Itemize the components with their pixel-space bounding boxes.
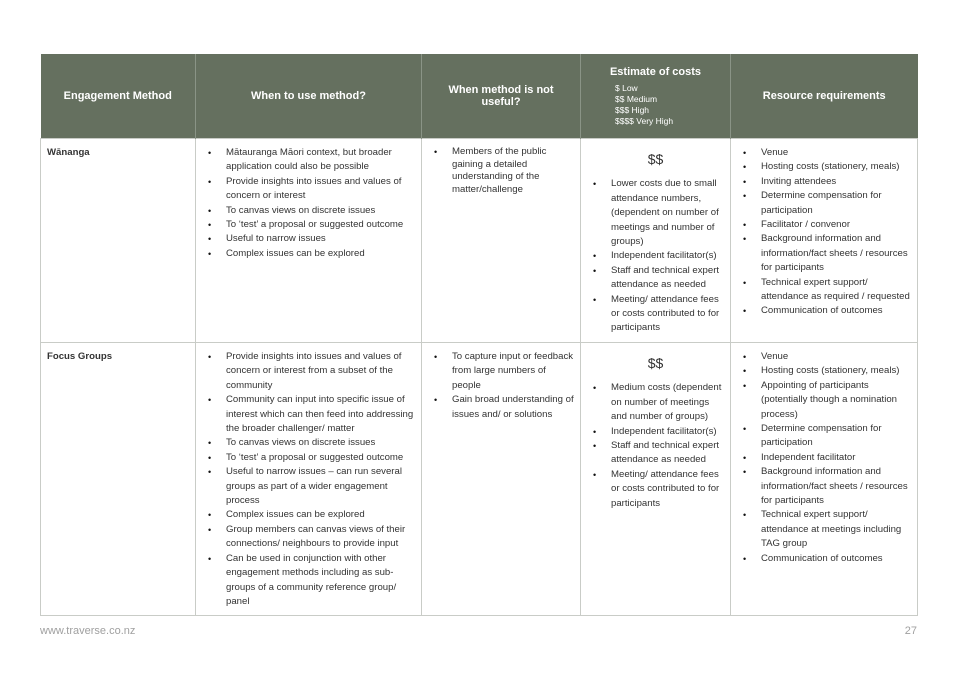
header-resource-requirements: Resource requirements xyxy=(731,54,918,139)
footer-website: www.traverse.co.nz xyxy=(40,625,136,637)
header-engagement-method: Engagement Method xyxy=(41,54,196,139)
header-when-not-useful: When method is not useful? xyxy=(422,54,581,139)
list-item: • Technical expert support/ attendance as required / requested xyxy=(737,276,911,305)
list-item: • Facilitator / convenor xyxy=(737,218,911,232)
resource-requirements-cell xyxy=(731,343,918,616)
list-item: • Staff and technical expert attendance as needed xyxy=(587,264,724,293)
list-item: • To ‘test’ a proposal or suggested outcome xyxy=(202,218,415,232)
list-item: • Venue xyxy=(737,350,911,364)
estimate-of-costs-cell xyxy=(581,139,731,343)
table-header-row xyxy=(41,54,918,139)
list-item: • To ‘test’ a proposal or suggested outcome xyxy=(202,451,415,465)
list-item: • Independent facilitator(s) xyxy=(587,249,724,263)
list-item: • To canvas views on discrete issues xyxy=(202,436,415,450)
table-row xyxy=(41,343,918,616)
when-not-useful-cell xyxy=(422,343,581,616)
list-item: • Complex issues can be explored xyxy=(202,508,415,522)
list-item: • Communication of outcomes xyxy=(737,552,911,566)
list-item: • Technical expert support/ attendance at meetings including TAG group xyxy=(737,508,911,551)
list-item: • Independent facilitator xyxy=(737,451,911,465)
when-not-useful-cell xyxy=(422,139,581,343)
list-item: • Independent facilitator(s) xyxy=(587,425,724,439)
list-item: • Venue xyxy=(737,146,911,160)
list-item: • Medium costs (dependent on number of meetings and number of groups) xyxy=(587,381,724,424)
list-item: • Appointing of participants (potentially though a nomination process) xyxy=(737,379,911,422)
when-to-use-cell xyxy=(196,343,422,616)
list-item: • Provide insights into issues and values of concern or interest from a subset of the community xyxy=(202,350,415,393)
page-number: 27 xyxy=(904,625,917,637)
header-estimate-of-costs xyxy=(581,54,731,139)
list-item: • Background information and information/fact sheets / resources for participants xyxy=(737,465,911,508)
when-to-use-cell xyxy=(196,139,422,343)
list-item: • To canvas views on discrete issues xyxy=(202,204,415,218)
cost-legend-item: $$$ High xyxy=(615,104,650,115)
engagement-methods-table xyxy=(40,54,918,616)
list-item: • Staff and technical expert attendance as needed xyxy=(587,439,724,468)
list-item: • Communication of outcomes xyxy=(737,304,911,318)
cost-header-title: Estimate of costs xyxy=(609,65,702,78)
cost-legend xyxy=(587,83,724,127)
method-name: Wānanga xyxy=(41,139,196,343)
list-item: • Gain broad understanding of issues and/ or solutions xyxy=(428,393,574,422)
estimate-of-costs-cell xyxy=(581,343,731,616)
list-item: • Hosting costs (stationery, meals) xyxy=(737,364,911,378)
table-row xyxy=(41,139,918,343)
cost-symbol: $$ xyxy=(647,355,664,371)
cost-legend-item: $ Low xyxy=(615,82,638,93)
resource-requirements-cell xyxy=(731,139,918,343)
list-item: • To capture input or feedback from large numbers of people xyxy=(428,350,574,393)
list-item: • Inviting attendees xyxy=(737,175,911,189)
cost-legend-item: $$$$ Very High xyxy=(615,115,674,126)
list-item: • Useful to narrow issues – can run several groups as part of a wider engagement process xyxy=(202,465,415,508)
list-item: • Mātauranga Māori context, but broader application could also be possible xyxy=(202,146,415,175)
header-when-to-use: When to use method? xyxy=(196,54,422,139)
list-item: • Determine compensation for participation xyxy=(737,189,911,218)
list-item: • Community can input into specific issue of interest which can then feed into addressing the broader challenger/ matter xyxy=(202,393,415,436)
list-item: • Useful to narrow issues xyxy=(202,232,415,246)
list-item: • Meeting/ attendance fees or costs contributed to for participants xyxy=(587,468,724,511)
list-item: • Group members can canvas views of their connections/ neighbours to provide input xyxy=(202,523,415,552)
method-name: Focus Groups xyxy=(41,343,196,616)
cost-symbol: $$ xyxy=(647,151,664,167)
list-item: • Meeting/ attendance fees or costs contributed to for participants xyxy=(587,293,724,336)
list-item: • Background information and information/fact sheets / resources for participants xyxy=(737,232,911,275)
list-item: • Lower costs due to small attendance numbers, (dependent on number of meetings and number of groups) xyxy=(587,177,724,249)
list-item: • Can be used in conjunction with other engagement methods including as sub-groups of a community reference group/ panel xyxy=(202,552,415,610)
list-item: • Provide insights into issues and values of concern or interest xyxy=(202,175,415,204)
list-item: • Complex issues can be explored xyxy=(202,247,415,261)
list-item: • Members of the public gaining a detailed understanding of the matter/challenge xyxy=(428,146,574,196)
list-item: • Determine compensation for participation xyxy=(737,422,911,451)
list-item: • Hosting costs (stationery, meals) xyxy=(737,160,911,174)
cost-legend-item: $$ Medium xyxy=(615,93,658,104)
